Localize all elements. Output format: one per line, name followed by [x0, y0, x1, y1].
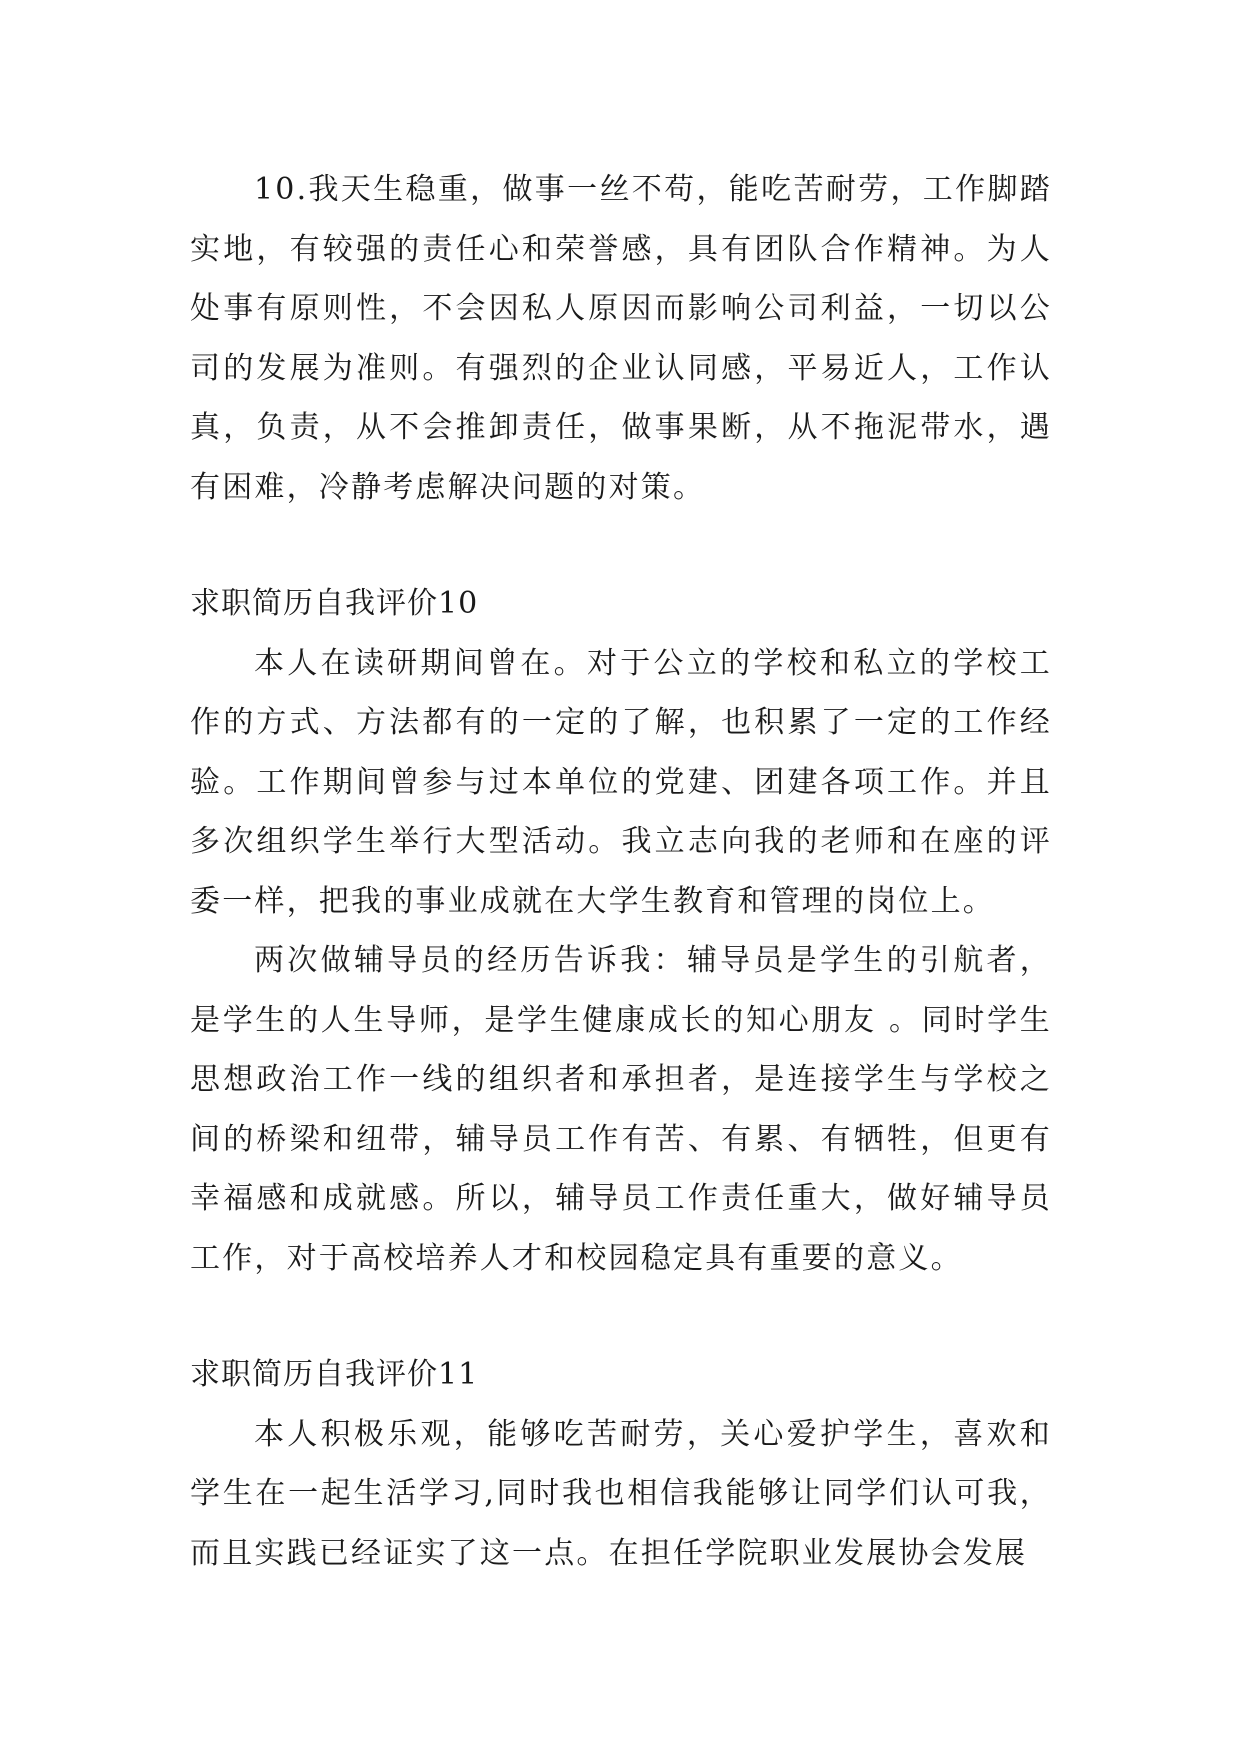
paragraph-positive-attitude: 本人积极乐观，能够吃苦耐劳，关心爱护学生，喜欢和学生在一起生活学习,同时我也相信我能够让同学们认可我，而且实践已经证实了这一点。在担任学院职业发展协会发展 — [190, 1416, 1052, 1571]
document-page — [190, 160, 1052, 1583]
section-heading-self-evaluation-10: 求职简历自我评价10 — [190, 586, 479, 621]
paragraph-graduate-study-experience: 本人在读研期间曾在。对于公立的学校和私立的学校工作的方式、方法都有的一定的了解，也积累了一定的工作经验。工作期间曾参与过本单位的党建、团建各项工作。并且多次组织学生举行大型活动。我立志向我的老师和在座的评委一样，把我的事业成就在大学生教育和管理的岗位上。 — [190, 645, 1052, 919]
paragraph-self-evaluation-10-point: 10.我天生稳重，做事一丝不苟，能吃苦耐劳，工作脚踏实地，有较强的责任心和荣誉感，具有团队合作精神。为人处事有原则性，不会因私人原因而影响公司利益，一切以公司的发展为准则。有强烈的企业认同感，平易近人，工作认真，负责，从不会推卸责任，做事果断，从不拖泥带水，遇有困难，冷静考虑解决问题的对策。 — [190, 172, 1052, 505]
section-heading-self-evaluation-11: 求职简历自我评价11 — [190, 1357, 479, 1392]
paragraph-counselor-experience: 两次做辅导员的经历告诉我：辅导员是学生的引航者，是学生的人生导师，是学生健康成长的知心朋友 。同时学生思想政治工作一线的组织者和承担者，是连接学生与学校之间的桥梁和纽带，辅导员工作有苦、有累、有牺牲，但更有幸福感和成就感。所以，辅导员工作责任重大，做好辅导员工作，对于高校培养人才和校园稳定具有重要的意义。 — [190, 943, 1052, 1276]
